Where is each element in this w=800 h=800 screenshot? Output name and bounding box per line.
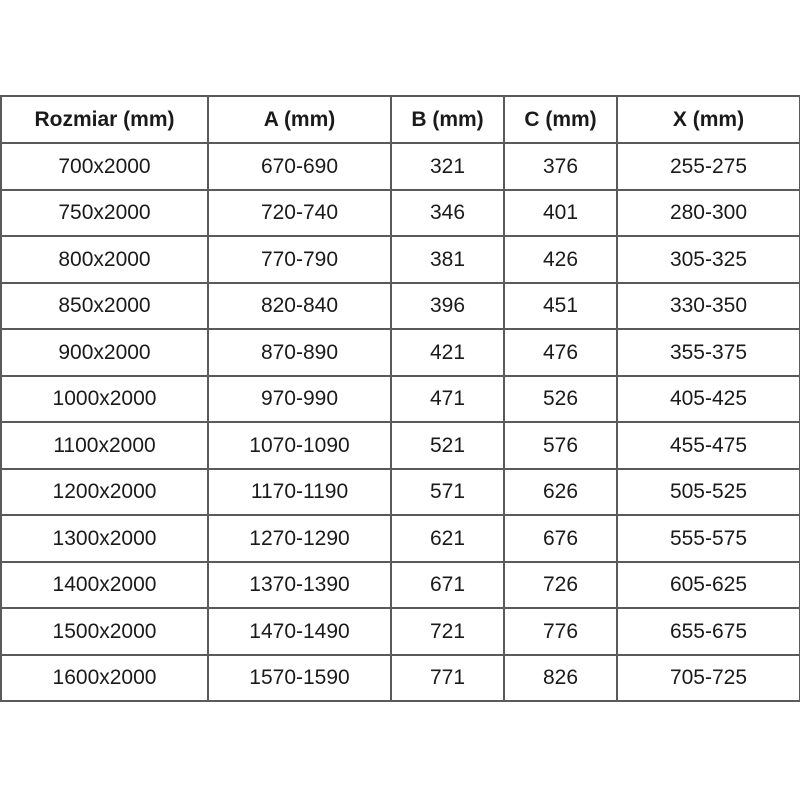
table-cell: 1500x2000 xyxy=(1,608,208,655)
table-cell: 621 xyxy=(391,515,504,562)
table-row xyxy=(1,608,800,655)
table-cell: 770-790 xyxy=(208,236,391,283)
table-row xyxy=(1,329,800,376)
table-cell: 720-740 xyxy=(208,190,391,237)
table-cell: 676 xyxy=(504,515,617,562)
table-cell: 471 xyxy=(391,376,504,423)
table-cell: 505-525 xyxy=(617,469,800,516)
table-row xyxy=(1,422,800,469)
table-cell: 1100x2000 xyxy=(1,422,208,469)
table-row xyxy=(1,376,800,423)
table-row xyxy=(1,515,800,562)
table-cell: 305-325 xyxy=(617,236,800,283)
table-cell: 721 xyxy=(391,608,504,655)
table-cell: 1600x2000 xyxy=(1,655,208,702)
table-cell: 571 xyxy=(391,469,504,516)
table-cell: 1370-1390 xyxy=(208,562,391,609)
table-cell: 870-890 xyxy=(208,329,391,376)
table-cell: 1200x2000 xyxy=(1,469,208,516)
table-cell: 800x2000 xyxy=(1,236,208,283)
table-cell: 776 xyxy=(504,608,617,655)
table-cell: 405-425 xyxy=(617,376,800,423)
table-cell: 1270-1290 xyxy=(208,515,391,562)
column-header: X (mm) xyxy=(617,96,800,143)
table-cell: 376 xyxy=(504,143,617,190)
table-header-row xyxy=(1,96,800,143)
table-cell: 346 xyxy=(391,190,504,237)
table-cell: 655-675 xyxy=(617,608,800,655)
column-header: A (mm) xyxy=(208,96,391,143)
dimensions-table-container xyxy=(0,95,799,702)
table-cell: 555-575 xyxy=(617,515,800,562)
table-cell: 355-375 xyxy=(617,329,800,376)
table-cell: 820-840 xyxy=(208,283,391,330)
table-cell: 330-350 xyxy=(617,283,800,330)
column-header: B (mm) xyxy=(391,96,504,143)
table-cell: 401 xyxy=(504,190,617,237)
table-cell: 255-275 xyxy=(617,143,800,190)
table-row xyxy=(1,469,800,516)
table-cell: 321 xyxy=(391,143,504,190)
table-cell: 526 xyxy=(504,376,617,423)
table-cell: 576 xyxy=(504,422,617,469)
table-cell: 900x2000 xyxy=(1,329,208,376)
table-cell: 826 xyxy=(504,655,617,702)
table-row xyxy=(1,283,800,330)
table-cell: 1470-1490 xyxy=(208,608,391,655)
table-cell: 396 xyxy=(391,283,504,330)
table-cell: 726 xyxy=(504,562,617,609)
table-cell: 671 xyxy=(391,562,504,609)
table-cell: 1000x2000 xyxy=(1,376,208,423)
column-header: C (mm) xyxy=(504,96,617,143)
table-cell: 451 xyxy=(504,283,617,330)
table-row xyxy=(1,190,800,237)
table-cell: 426 xyxy=(504,236,617,283)
table-row xyxy=(1,143,800,190)
table-cell: 381 xyxy=(391,236,504,283)
table-cell: 970-990 xyxy=(208,376,391,423)
table-row xyxy=(1,655,800,702)
table-cell: 626 xyxy=(504,469,617,516)
table-cell: 1070-1090 xyxy=(208,422,391,469)
table-cell: 521 xyxy=(391,422,504,469)
table-cell: 750x2000 xyxy=(1,190,208,237)
table-cell: 280-300 xyxy=(617,190,800,237)
table-cell: 705-725 xyxy=(617,655,800,702)
dimensions-table xyxy=(0,95,800,702)
table-cell: 1400x2000 xyxy=(1,562,208,609)
table-row xyxy=(1,236,800,283)
table-cell: 670-690 xyxy=(208,143,391,190)
table-cell: 476 xyxy=(504,329,617,376)
table-cell: 700x2000 xyxy=(1,143,208,190)
table-cell: 455-475 xyxy=(617,422,800,469)
table-cell: 605-625 xyxy=(617,562,800,609)
table-body xyxy=(1,143,800,701)
table-row xyxy=(1,562,800,609)
table-cell: 771 xyxy=(391,655,504,702)
table-cell: 421 xyxy=(391,329,504,376)
table-cell: 850x2000 xyxy=(1,283,208,330)
table-cell: 1570-1590 xyxy=(208,655,391,702)
table-cell: 1300x2000 xyxy=(1,515,208,562)
table-cell: 1170-1190 xyxy=(208,469,391,516)
column-header: Rozmiar (mm) xyxy=(1,96,208,143)
